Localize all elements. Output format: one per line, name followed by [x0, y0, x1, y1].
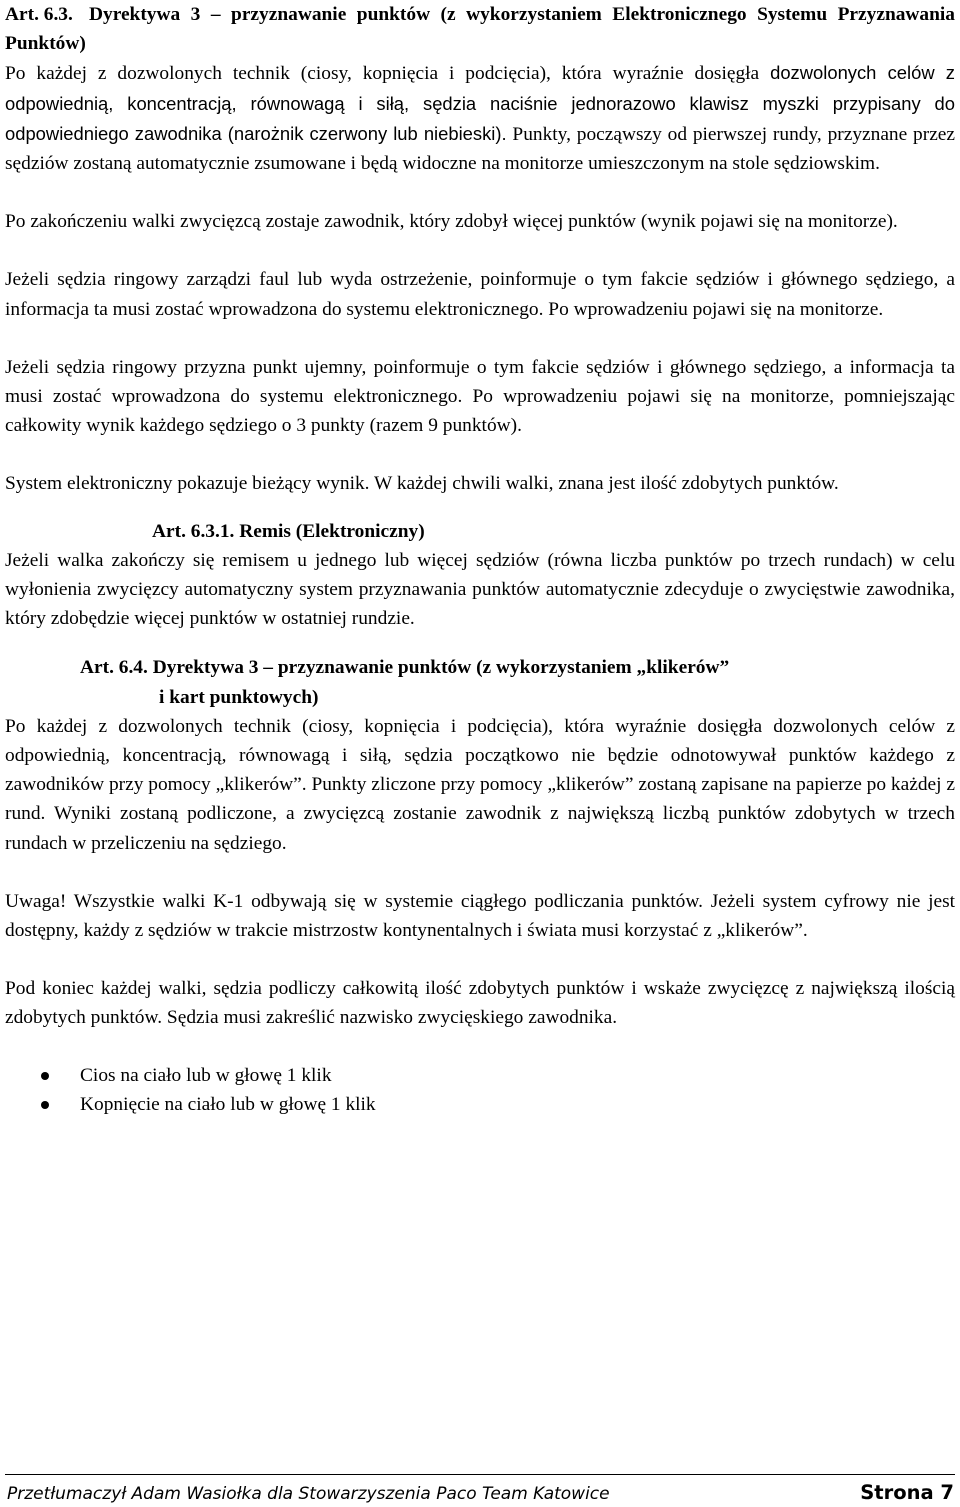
heading-line-2: i kart punktowych) [159, 686, 319, 708]
paragraph-note: Uwaga! Wszystkie walki K-1 odbywają się w systemie ciągłego podliczania punktów. Jeżeli system cyfrowy nie jest dostępny, każdy z sędziów w trakcie mistrzostw kontynentalnych i świata musi korzystać z „klikerów”. [5, 890, 955, 942]
list-item [5, 1090, 955, 1120]
paragraph-end-of-fight: Pod koniec każdej walki, sędzia podliczy całkowitą ilość zdobytych punktów i wskaże zwycięzcę z największą ilością zdobytych punktów. Sędzia musi zakreślić nazwisko zwycięskiego zawodnika. [5, 978, 955, 1029]
scoring-list [5, 1061, 955, 1120]
heading-line-1: Art. 6.4. Dyrektywa 3 – przyznawanie punktów (z wykorzystaniem „klikerów” [80, 657, 730, 679]
list-item-text: Kopnięcie na ciało lub w głowę 1 klik [80, 1094, 376, 1116]
paragraph-clickers: Po każdej z dozwolonych technik (ciosy, kopnięcia i podcięcia), która wyraźnie dosięgła dozwolonych celów z odpowiednią, koncentracją, równowagą i siłą, sędzia początkowo nie będzie odnotowywał punktów każdego z zawodników przy pomocy „klikerów”. Punkty zliczone przy pomocy „klikerów” zostaną zapisane na papierze po każdej z rund. Wyniki zostaną podliczone, a zwycięzcą zostanie zawodnik z największą liczbą punktów zdobytych w trzech rundach w przeliczeniu na sędziego. [5, 715, 955, 854]
paragraph-text-end: Punkty, począwszy od pierwszej rundy, przyznane przez sędziów zostaną automatycznie zsumowane i będą widoczne na monitorze umieszczonym na stole sędziowskim. [5, 123, 956, 175]
section-heading-6-3-1: Art. 6.3.1. Remis (Elektroniczny) [152, 520, 425, 542]
paragraph-minus-point: Jeżeli sędzia ringowy przyzna punkt ujemny, poinformuje o tym fakcie sędziów i głównego sędziego, a informacja ta musi zostać wprowadzona do systemu elektronicznego. Po wprowadzeniu pojawi się na monitorze, pomniejszając całkowity wynik każdego sędziego o 3 punkty (razem 9 punktów). [5, 356, 955, 437]
list-item-text: Cios na ciało lub w głowę 1 klik [80, 1064, 332, 1086]
paragraph-live-score: System elektroniczny pokazuje bieżący wynik. W każdej chwili walki, znana jest ilość zdobytych punktów. [5, 473, 839, 495]
footer-credit: Przetłumaczył Adam Wasiołka dla Stowarzyszenia Paco Team Katowice [7, 1484, 610, 1504]
footer-divider [5, 1474, 955, 1475]
heading-text: Dyrektywa 3 – przyznawanie punktów (z wykorzystaniem Elektronicznego Systemu Przyznawania Punktów) [5, 4, 955, 55]
section-heading-6-3 [5, 0, 955, 58]
heading-number: Art. 6.3. [5, 4, 73, 25]
document-page [5, 0, 955, 1120]
list-item [5, 1061, 955, 1091]
section-heading-6-4 [5, 653, 955, 711]
page-number: Strona 7 [860, 1481, 954, 1504]
paragraph-draw: Jeżeli walka zakończy się remisem u jednego lub więcej sędziów (równa liczba punktów po trzech rundach) w celu wyłonienia zwycięzcy automatyczny system przyznawania punktów automatycznie zdecyduje o zwycięstwie zawodnika, który zdobędzie więcej punktów w ostatniej rundzie. [5, 549, 955, 630]
paragraph-foul: Jeżeli sędzia ringowy zarządzi faul lub wyda ostrzeżenie, poinformuje o tym fakcie sędziów i głównego sędziego, a informacja ta musi zostać wprowadzona do systemu elektronicznego. Po wprowadzeniu pojawi się na monitorze. [5, 269, 955, 320]
bullet-icon [41, 1072, 49, 1080]
paragraph-text: Po każdej z dozwolonych technik (ciosy, kopnięcia i podcięcia), która wyraźnie dosięgła [5, 63, 760, 85]
paragraph-techniques [5, 58, 955, 178]
paragraph-winner: Po zakończeniu walki zwycięzcą zostaje zawodnik, który zdobył więcej punktów (wynik pojawi się na monitorze). [5, 211, 898, 233]
paragraph-text-sans: dozwolonych celów z odpowiednią, koncentracją, równowagą i siłą, sędzia naciśnie jednorazowo klawisz myszki przypisany do odpowiedniego zawodnika (narożnik czerwony lub niebieski). [5, 62, 955, 144]
bullet-icon [41, 1101, 49, 1109]
